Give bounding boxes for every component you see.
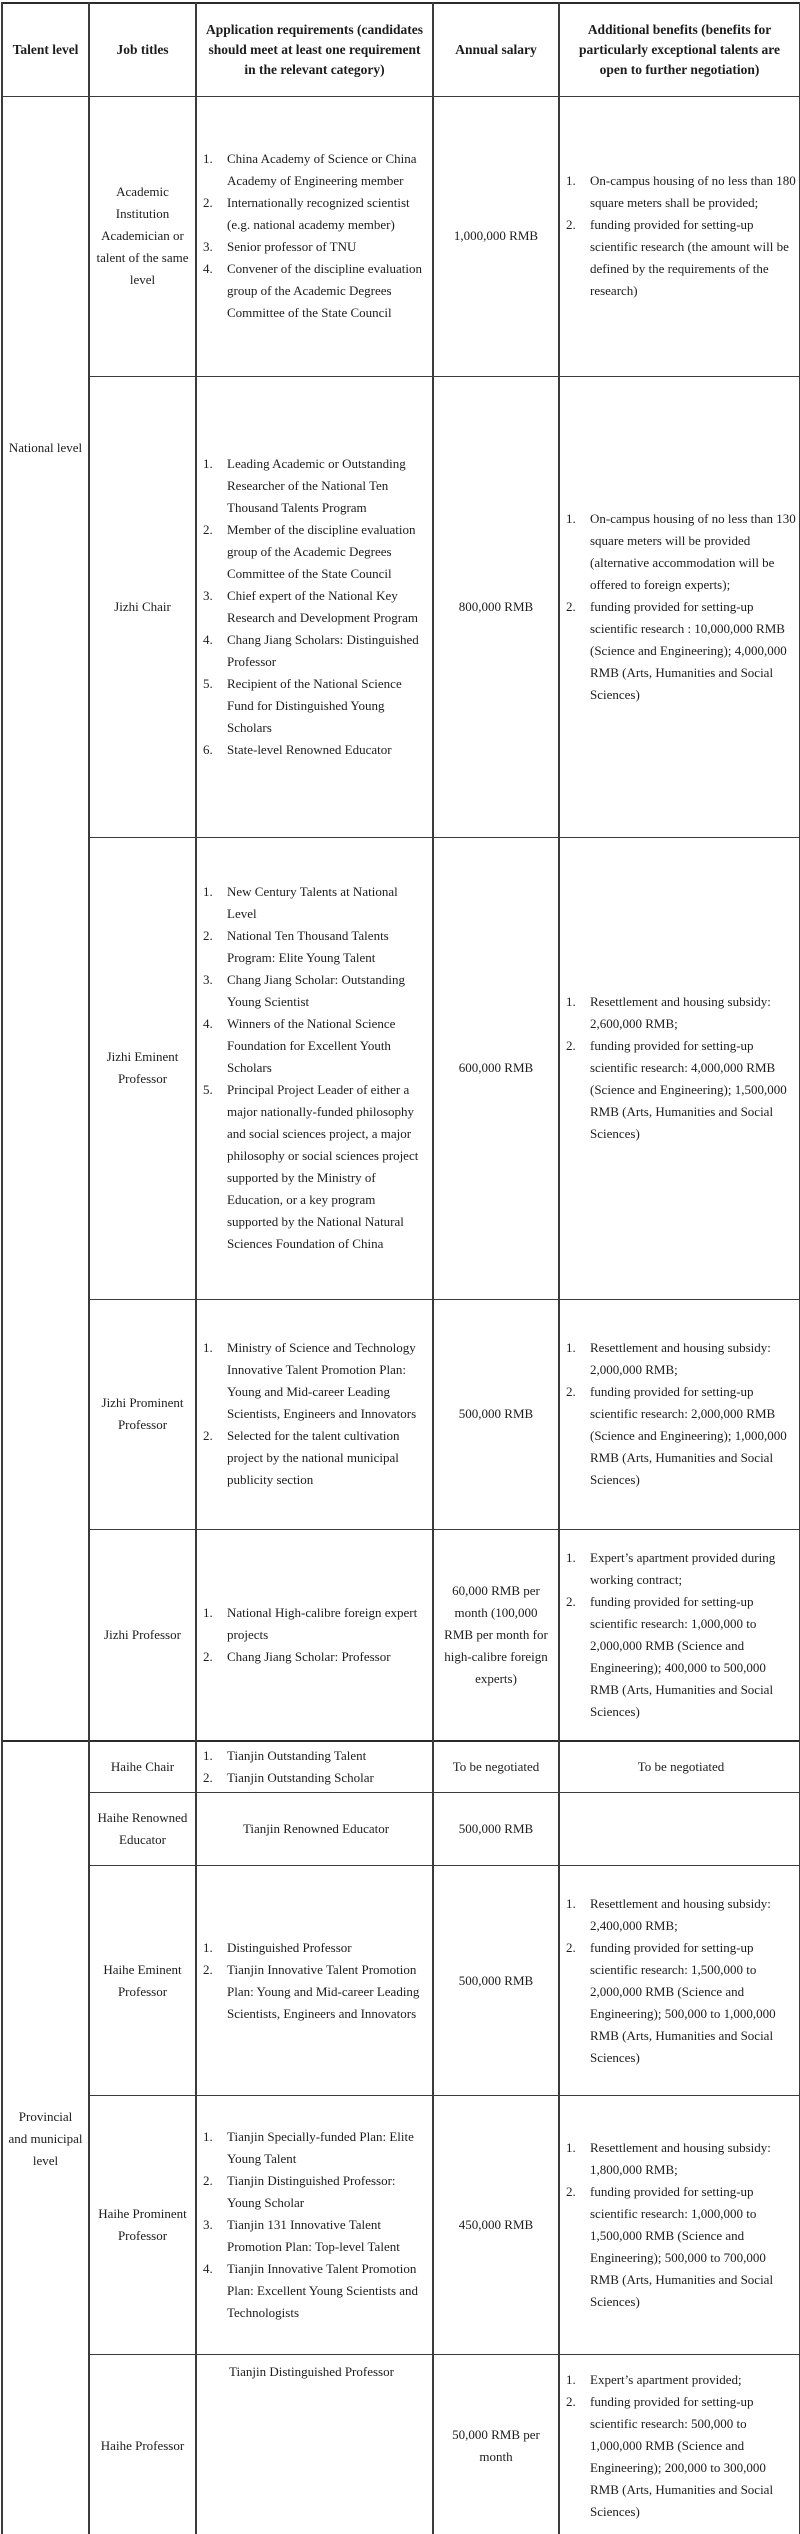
- requirement-item: [203, 1646, 429, 1668]
- col-header-application-requirements: Application requirements (candidates should meet at least one requirement in the relevant category): [196, 3, 433, 96]
- item-number: 2.: [566, 2393, 576, 2409]
- item-number: 1.: [566, 2140, 576, 2155]
- requirement-item: [203, 1745, 429, 1767]
- salary-cell: 800,000 RMB: [433, 376, 559, 837]
- job-title-cell: Jizhi Chair: [89, 376, 196, 837]
- job-title-cell: Haihe Renowned Educator: [89, 1793, 196, 1866]
- item-text: Senior professor of TNU: [227, 239, 357, 254]
- item-number: 5.: [203, 675, 213, 691]
- item-text: funding provided for setting-up scientific research: 1,000,000 to 2,000,000 RMB (Science and Engineering); 400,000 to 500,000 RMB (Arts, Humanities and Social Sciences): [590, 1593, 774, 1719]
- item-text: Tianjin Innovative Talent Promotion Plan: Excellent Young Scientists and Technologists: [227, 2261, 419, 2320]
- requirements-cell: [196, 2355, 433, 2534]
- item-number: 3.: [203, 972, 213, 987]
- item-number: 2.: [203, 195, 213, 210]
- item-number: 4.: [203, 2261, 213, 2276]
- benefit-item: [566, 214, 796, 302]
- item-text: funding provided for setting-up scientific research: 500,000 to 1,000,000 RMB (Science and Engineering); 200,000 to 300,000 RMB (Arts, Humanities and Social Sciences): [590, 2393, 774, 2519]
- requirements-cell: [196, 1299, 433, 1529]
- item-number: 2.: [203, 1961, 213, 1977]
- salary-cell: 450,000 RMB: [433, 2096, 559, 2355]
- item-text: Leading Academic or Outstanding Researcher of the National Ten Thousand Talents Program: [227, 455, 406, 515]
- item-text: On-campus housing of no less than 130 square meters will be provided (alternative accommodation will be offered to foreign experts);: [590, 510, 796, 592]
- job-title-cell: Jizhi Prominent Professor: [89, 1299, 196, 1529]
- job-title-cell: Haihe Professor: [89, 2355, 196, 2534]
- job-title-cell: Academic Institution Academician or talent of the same level: [89, 96, 196, 376]
- requirements-cell: [196, 1793, 433, 1866]
- requirement-item: [203, 1079, 429, 1255]
- item-number: 2.: [566, 1384, 576, 1399]
- col-header-talent-level: Talent level: [2, 3, 89, 96]
- table-row: [2, 837, 800, 1299]
- item-number: 1.: [566, 994, 576, 1009]
- requirement-item: [203, 1425, 429, 1491]
- benefits-text: To be negotiated: [637, 1759, 725, 1774]
- benefits-cell: [559, 2096, 800, 2355]
- benefits-cell: [559, 837, 800, 1299]
- item-text: Distinguished Professor: [227, 1939, 352, 1955]
- item-text: Member of the discipline evaluation group of the Academic Degrees Committee of the State Council: [227, 521, 416, 581]
- benefit-item: [566, 1547, 796, 1591]
- requirement-item: [203, 739, 429, 761]
- requirement-item: [203, 2126, 429, 2170]
- item-text: China Academy of Science or China Academy of Engineering member: [227, 151, 417, 188]
- talent-level-label: National level: [8, 439, 83, 455]
- item-number: 2.: [566, 1593, 576, 1609]
- requirement-item: [203, 969, 429, 1013]
- col-header-annual-salary: Annual salary: [433, 3, 559, 96]
- item-number: 1.: [203, 1748, 213, 1763]
- item-text: Tianjin Specially-funded Plan: Elite Young Talent: [227, 2129, 414, 2166]
- talent-level-label: Provincial and municipal level: [8, 2109, 83, 2169]
- requirement-item: [203, 192, 429, 236]
- requirement-item: [203, 2258, 429, 2324]
- benefit-item: [566, 991, 796, 1035]
- item-number: 1.: [566, 173, 576, 188]
- item-text: funding provided for setting-up scientific research: 2,000,000 RMB (Science and Engineering); 1,000,000 RMB (Arts, Humanities and Social Sciences): [590, 1384, 787, 1487]
- item-number: 3.: [203, 587, 213, 603]
- requirement-item: [203, 1602, 429, 1646]
- item-text: Resettlement and housing subsidy: 2,000,000 RMB;: [590, 1340, 771, 1377]
- item-number: 4.: [203, 631, 213, 647]
- item-number: 2.: [203, 2173, 213, 2188]
- requirement-item: [203, 881, 429, 925]
- requirement-item: [203, 673, 429, 739]
- item-text: Recipient of the National Science Fund for Distinguished Young Scholars: [227, 675, 402, 735]
- item-number: 1.: [566, 1549, 576, 1565]
- benefit-item: [566, 1893, 796, 1937]
- salary-cell: 600,000 RMB: [433, 837, 559, 1299]
- item-text: Expert’s apartment provided during working contract;: [590, 1549, 776, 1587]
- item-text: Selected for the talent cultivation project by the national municipal publicity section: [227, 1428, 400, 1487]
- item-text: Chang Jiang Scholars: Distinguished Professor: [227, 631, 419, 669]
- requirement-item: [203, 148, 429, 192]
- benefit-item: [566, 1381, 796, 1491]
- requirement-item: [203, 1959, 429, 2025]
- item-text: Chief expert of the National Key Research and Development Program: [227, 587, 418, 625]
- requirement-item: [203, 453, 429, 519]
- talent-level-cell: [2, 96, 89, 1741]
- item-text: Tianjin Distinguished Professor: Young Scholar: [227, 2173, 396, 2210]
- item-text: funding provided for setting-up scientific research (the amount will be defined by the requirements of the research): [590, 217, 789, 298]
- salary-cell: 60,000 RMB per month (100,000 RMB per month for high-calibre foreign experts): [433, 1529, 559, 1741]
- requirement-item: [203, 236, 429, 258]
- item-number: 6.: [203, 741, 213, 757]
- item-number: 2.: [566, 1939, 576, 1955]
- table-body: [2, 96, 800, 2534]
- table-row: [2, 1529, 800, 1741]
- requirement-item: [203, 1937, 429, 1959]
- benefit-item: [566, 1035, 796, 1145]
- requirement-item: [203, 519, 429, 585]
- table-row: [2, 2355, 800, 2534]
- item-text: Winners of the National Science Foundation for Excellent Youth Scholars: [227, 1016, 396, 1075]
- item-text: National Ten Thousand Talents Program: Elite Young Talent: [227, 928, 389, 965]
- benefit-item: [566, 596, 796, 706]
- item-number: 1.: [566, 510, 576, 526]
- col-header-additional-benefits: Additional benefits (benefits for particularly exceptional talents are open to further negotiation): [559, 3, 800, 96]
- item-text: Internationally recognized scientist (e.g. national academy member): [227, 195, 410, 232]
- item-text: Chang Jiang Scholar: Outstanding Young Scientist: [227, 972, 406, 1009]
- item-number: 1.: [203, 151, 213, 166]
- table-row: [2, 1741, 800, 1793]
- item-text: Principal Project Leader of either a major nationally-funded philosophy and social sciences project, a major philosophy or social sciences project supported by the Ministry of Education, or a key program supported by the National Natural Sciences Foundation of China: [227, 1082, 419, 1251]
- salary-cell: 500,000 RMB: [433, 1299, 559, 1529]
- table-row: [2, 2096, 800, 2355]
- benefit-item: [566, 2369, 796, 2391]
- item-number: 1.: [203, 455, 213, 471]
- benefit-item: [566, 170, 796, 214]
- benefits-cell: [559, 1793, 800, 1866]
- salary-cell: 50,000 RMB per month: [433, 2355, 559, 2534]
- talent-recruitment-table: [1, 2, 800, 2534]
- item-text: Tianjin Outstanding Scholar: [227, 1770, 374, 1785]
- item-text: New Century Talents at National Level: [227, 884, 398, 921]
- benefits-cell: [559, 1299, 800, 1529]
- requirements-cell: [196, 1741, 433, 1793]
- benefit-item: [566, 1337, 796, 1381]
- item-text: funding provided for setting-up scientific research: 4,000,000 RMB (Science and Engineering); 1,500,000 RMB (Arts, Humanities and Social Sciences): [590, 1038, 787, 1141]
- benefits-cell: [559, 2355, 800, 2534]
- item-text: Tianjin Innovative Talent Promotion Plan: Young and Mid-career Leading Scientists, Engineers and Innovators: [227, 1961, 420, 2021]
- talent-level-cell: [2, 1741, 89, 2534]
- item-text: Resettlement and housing subsidy: 1,800,000 RMB;: [590, 2140, 771, 2177]
- benefits-cell: [559, 96, 800, 376]
- item-text: Tianjin Outstanding Talent: [227, 1748, 367, 1763]
- item-text: State-level Renowned Educator: [227, 741, 392, 757]
- table-row: [2, 1299, 800, 1529]
- benefit-item: [566, 508, 796, 596]
- item-text: National High-calibre foreign expert projects: [227, 1604, 418, 1642]
- item-number: 1.: [203, 1340, 213, 1355]
- item-text: Resettlement and housing subsidy: 2,600,000 RMB;: [590, 994, 771, 1031]
- col-header-job-titles: Job titles: [89, 3, 196, 96]
- table-row: [2, 1866, 800, 2096]
- requirements-cell: [196, 1866, 433, 2096]
- benefits-cell: [559, 1529, 800, 1741]
- item-number: 2.: [566, 2184, 576, 2199]
- requirement-item: [203, 1337, 429, 1425]
- requirement-item: [203, 2170, 429, 2214]
- table-row: [2, 376, 800, 837]
- benefits-cell: [559, 1741, 800, 1793]
- item-text: Convener of the discipline evaluation group of the Academic Degrees Committee of the State Council: [227, 261, 422, 320]
- item-number: 2.: [203, 1770, 213, 1785]
- benefit-item: [566, 1591, 796, 1723]
- item-number: 5.: [203, 1082, 213, 1097]
- item-number: 3.: [203, 239, 213, 254]
- item-number: 3.: [203, 2217, 213, 2232]
- requirement-item: [203, 2214, 429, 2258]
- benefit-item: [566, 1937, 796, 2069]
- item-number: 1.: [203, 884, 213, 899]
- item-number: 2.: [203, 1648, 213, 1664]
- requirement-item: [203, 585, 429, 629]
- item-number: 1.: [566, 1895, 576, 1911]
- benefit-item: [566, 2181, 796, 2313]
- salary-cell: 1,000,000 RMB: [433, 96, 559, 376]
- requirements-text: Tianjin Renowned Educator: [242, 1821, 390, 1836]
- item-number: 1.: [203, 2129, 213, 2144]
- job-title-cell: Haihe Eminent Professor: [89, 1866, 196, 2096]
- salary-cell: To be negotiated: [433, 1741, 559, 1793]
- job-title-cell: Jizhi Eminent Professor: [89, 837, 196, 1299]
- item-number: 2.: [203, 928, 213, 943]
- item-text: Chang Jiang Scholar: Professor: [227, 1648, 391, 1664]
- item-text: On-campus housing of no less than 180 square meters shall be provided;: [590, 173, 796, 210]
- item-text: Resettlement and housing subsidy: 2,400,000 RMB;: [590, 1895, 771, 1933]
- item-number: 1.: [203, 1939, 213, 1955]
- requirement-item: [203, 925, 429, 969]
- item-number: 2.: [203, 1428, 213, 1443]
- requirements-cell: [196, 96, 433, 376]
- item-text: funding provided for setting-up scientific research: 1,500,000 to 2,000,000 RMB (Science and Engineering); 500,000 to 1,000,000 RMB (Arts, Humanities and Social Sciences): [590, 1939, 776, 2065]
- item-text: Ministry of Science and Technology Innovative Talent Promotion Plan: Young and Mid-career Leading Scientists, Engineers and Innovators: [227, 1340, 417, 1421]
- requirements-text: Tianjin Distinguished Professor: [229, 2364, 394, 2379]
- item-number: 2.: [566, 1038, 576, 1053]
- job-title-cell: Haihe Chair: [89, 1741, 196, 1793]
- table-row: [2, 1793, 800, 1866]
- job-title-cell: Jizhi Professor: [89, 1529, 196, 1741]
- table-row: [2, 96, 800, 376]
- salary-cell: 500,000 RMB: [433, 1866, 559, 2096]
- item-number: 1.: [566, 1340, 576, 1355]
- item-text: funding provided for setting-up scientific research : 10,000,000 RMB (Science and Engineering); 4,000,000 RMB (Arts, Humanities and Social Sciences): [590, 598, 787, 702]
- requirement-item: [203, 629, 429, 673]
- item-number: 1.: [566, 2371, 576, 2387]
- benefits-cell: [559, 1866, 800, 2096]
- benefit-item: [566, 2391, 796, 2523]
- benefit-item: [566, 2137, 796, 2181]
- requirements-cell: [196, 837, 433, 1299]
- job-title-cell: Haihe Prominent Professor: [89, 2096, 196, 2355]
- item-number: 4.: [203, 261, 213, 276]
- item-number: 2.: [203, 521, 213, 537]
- requirements-cell: [196, 376, 433, 837]
- benefits-cell: [559, 376, 800, 837]
- item-text: Expert’s apartment provided;: [590, 2371, 742, 2387]
- item-text: funding provided for setting-up scientific research: 1,000,000 to 1,500,000 RMB (Science and Engineering); 500,000 to 700,000 RMB (Arts, Humanities and Social Sciences): [590, 2184, 774, 2309]
- requirements-cell: [196, 1529, 433, 1741]
- item-number: 2.: [566, 598, 576, 614]
- item-number: 1.: [203, 1604, 213, 1620]
- requirement-item: [203, 1013, 429, 1079]
- header-row: [2, 3, 800, 96]
- item-text: Tianjin 131 Innovative Talent Promotion Plan: Top-level Talent: [227, 2217, 400, 2254]
- requirements-cell: [196, 2096, 433, 2355]
- item-number: 2.: [566, 217, 576, 232]
- requirement-item: [203, 258, 429, 324]
- item-number: 4.: [203, 1016, 213, 1031]
- requirement-item: [203, 1767, 429, 1789]
- salary-cell: 500,000 RMB: [433, 1793, 559, 1866]
